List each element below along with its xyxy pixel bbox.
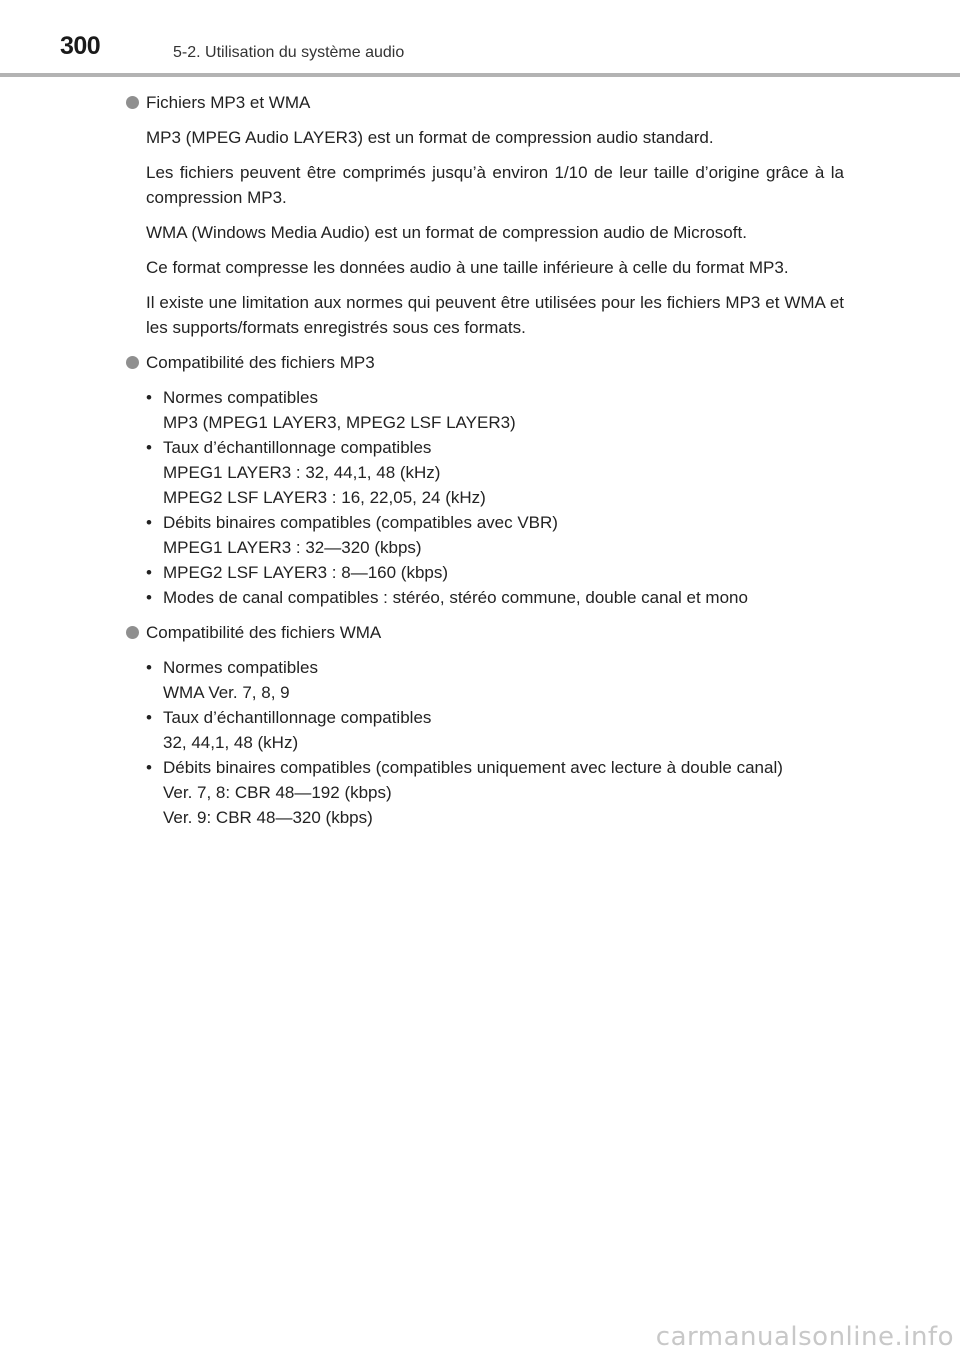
list-item-detail: Ver. 9: CBR 48—320 (kbps) [163, 808, 373, 827]
paragraph: WMA (Windows Media Audio) est un format de compression audio de Microsoft. [146, 223, 747, 242]
page-header [0, 0, 960, 78]
paragraph: Il existe une limitation aux normes qui peuvent être utilisées pour les fichiers MP3 et WMA et les supports/formats enregistrés sous ces formats. [146, 293, 844, 337]
header-divider [0, 73, 960, 77]
dot-bullet-icon: • [146, 758, 152, 777]
section-heading-wma-compat [126, 620, 844, 645]
section-heading-mp3-compat [126, 350, 844, 375]
circle-bullet-icon [126, 356, 139, 369]
list-item [146, 585, 844, 610]
list-item-detail: MPEG1 LAYER3 : 32—320 (kbps) [163, 538, 422, 557]
wma-compat-list [146, 655, 844, 830]
mp3-compat-list [146, 385, 844, 610]
list-item-detail: WMA Ver. 7, 8, 9 [163, 683, 290, 702]
list-item-detail: MP3 (MPEG1 LAYER3, MPEG2 LSF LAYER3) [163, 413, 516, 432]
list-item [146, 510, 844, 560]
paragraph: Les fichiers peuvent être comprimés jusqu’à environ 1/10 de leur taille d’origine grâce à la compression MP3. [146, 163, 844, 207]
list-item-text: Débits binaires compatibles (compatibles uniquement avec lecture à double canal) [163, 758, 783, 777]
list-item [146, 705, 844, 755]
dot-bullet-icon: • [146, 708, 152, 727]
page-number: 300 [60, 32, 101, 60]
dot-bullet-icon: • [146, 658, 152, 677]
dot-bullet-icon: • [146, 513, 152, 532]
section-title: 5-2. Utilisation du système audio [173, 44, 405, 61]
paragraph: Ce format compresse les données audio à une taille inférieure à celle du format MP3. [146, 258, 789, 277]
list-item [146, 755, 844, 830]
dot-bullet-icon: • [146, 588, 152, 607]
list-item-text: MPEG2 LSF LAYER3 : 8—160 (kbps) [163, 563, 449, 582]
list-item [146, 655, 844, 705]
list-item-detail: 32, 44,1, 48 (kHz) [163, 733, 299, 752]
paragraph: MP3 (MPEG Audio LAYER3) est un format de compression audio standard. [146, 128, 714, 147]
section-heading-text: Fichiers MP3 et WMA [146, 93, 311, 112]
list-item-detail: MPEG1 LAYER3 : 32, 44,1, 48 (kHz) [163, 463, 441, 482]
list-item-text: Taux d’échantillonnage compatibles [163, 438, 432, 457]
list-item-text: Normes compatibles [163, 658, 318, 677]
circle-bullet-icon [126, 626, 139, 639]
section-heading-mp3-wma [126, 90, 844, 115]
list-item [146, 385, 844, 435]
circle-bullet-icon [126, 96, 139, 109]
section-heading-text: Compatibilité des fichiers MP3 [146, 353, 375, 372]
list-item-text: Normes compatibles [163, 388, 318, 407]
dot-bullet-icon: • [146, 563, 152, 582]
list-item [146, 435, 844, 510]
section-heading-text: Compatibilité des fichiers WMA [146, 623, 382, 642]
page-content [126, 90, 844, 840]
list-item [146, 560, 844, 585]
dot-bullet-icon: • [146, 388, 152, 407]
list-item-text: Taux d’échantillonnage compatibles [163, 708, 432, 727]
list-item-text: Débits binaires compatibles (compatibles avec VBR) [163, 513, 558, 532]
list-item-detail: MPEG2 LSF LAYER3 : 16, 22,05, 24 (kHz) [163, 488, 486, 507]
watermark-text: carmanualsonline.info [655, 1322, 954, 1352]
dot-bullet-icon: • [146, 438, 152, 457]
list-item-detail: Ver. 7, 8: CBR 48—192 (kbps) [163, 783, 392, 802]
list-item-text: Modes de canal compatibles : stéréo, stéréo commune, double canal et mono [163, 588, 748, 607]
